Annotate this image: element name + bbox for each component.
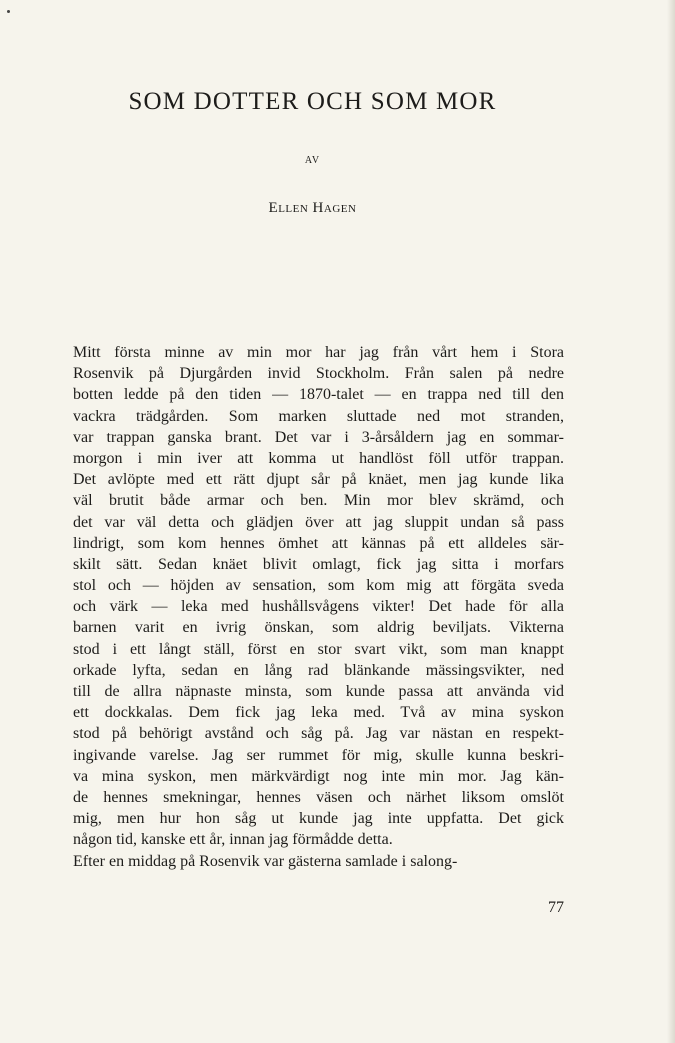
byline: AV xyxy=(304,155,321,166)
text-line: Mitt första minne av min mor har jag från vårt hem i Stora xyxy=(73,344,564,361)
text-line: Efter en middag på Rosenvik var gästerna samlade i salong- xyxy=(73,852,458,870)
page-edge-shadow xyxy=(667,0,675,1043)
text-line: lindrigt, som kom hennes ömhet att kännas på ett alldeles sär- xyxy=(73,534,564,552)
page-number: 77 xyxy=(548,899,564,916)
text-line: vackra trädgården. Som marken sluttade ned mot stranden, xyxy=(73,407,564,425)
text-line: stol och — höjden av sensation, som kom mig att förgäta sveda xyxy=(73,577,564,595)
text-line: var trappan ganska brant. Det var i 3-årsåldern jag en sommar- xyxy=(73,428,564,446)
text-line: ingivande varelse. Jag ser rummet för mig, skulle kunna beskri- xyxy=(73,746,564,764)
text-line: stod på behörigt avstånd och såg på. Jag var nästan en respekt- xyxy=(73,725,564,743)
text-line: orkade lyfta, sedan en lång rad blänkande mässingsvikter, ned xyxy=(73,661,564,679)
text-line: och värk — leka med hushållsvågens vikter! Det hade för alla xyxy=(73,598,564,616)
text-line: skilt sätt. Sedan knäet blivit omlagt, fick jag sitta i morfars xyxy=(73,555,564,573)
text-line: mig, men hur hon såg ut kunde jag inte uppfatta. Det gick xyxy=(73,810,564,828)
body-text xyxy=(73,342,564,872)
text-line: botten ledde på den tiden — 1870-talet — en trappa ned till den xyxy=(73,386,564,404)
author-name: Ellen Hagen xyxy=(268,200,357,216)
text-line: ett dockkalas. Dem fick jag leka med. Två av mina syskon xyxy=(73,704,564,722)
text-line: stod i ett långt ställ, först en stor svart vikt, som man knappt xyxy=(73,640,564,658)
text-line: till de allra näpnaste minsta, som kunde passa att använda vid xyxy=(73,683,564,700)
text-line: någon tid, kanske ett år, innan jag förmådde detta. xyxy=(73,831,393,849)
speck-mark xyxy=(7,10,10,13)
text-line: det var väl detta och glädjen över att jag sluppit undan så pass xyxy=(73,513,564,531)
text-line: barnen varit en ivrig önskan, som aldrig beviljats. Vikterna xyxy=(73,619,564,637)
text-line: va mina syskon, men märkvärdigt nog inte min mor. Jag kän- xyxy=(73,767,564,785)
chapter-title: SOM DOTTER OCH SOM MOR xyxy=(128,88,497,115)
text-line: Rosenvik på Djurgården invid Stockholm. Från salen på nedre xyxy=(73,365,564,383)
text-line: Det avlöpte med ett rätt djupt sår på knäet, men jag kunde lika xyxy=(73,471,564,489)
text-line: väl brutit både armar och ben. Min mor blev skrämd, och xyxy=(73,492,564,510)
text-line: morgon i min iver att komma ut handlöst föll utför trappan. xyxy=(73,449,564,467)
text-line: de hennes smekningar, hennes väsen och närhet liksom omslöt xyxy=(73,788,564,806)
